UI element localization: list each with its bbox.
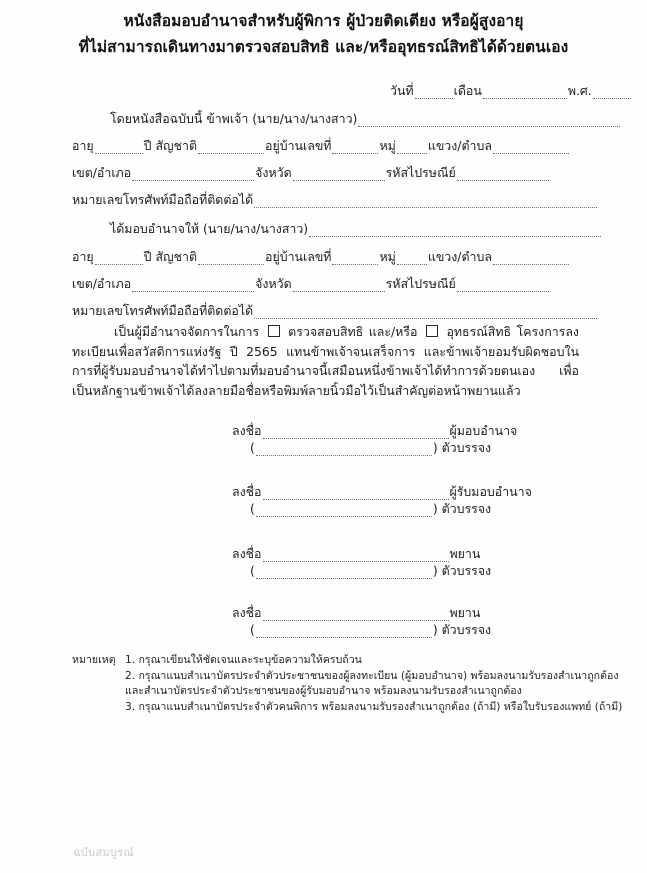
signature-line (232, 545, 592, 562)
grantor-year-unit-label: ปี สัญชาติ (143, 138, 198, 153)
grantor-address-line-1 (72, 138, 570, 154)
grantee-age-field[interactable] (95, 253, 143, 265)
grantor-name-field[interactable] (358, 115, 620, 127)
grantee-phone-field[interactable] (254, 307, 597, 319)
authorization-paragraph (72, 322, 579, 400)
page-title (40, 8, 607, 60)
note-item-2: 2. กรุณาแนบสำเนาบัตรประจำตัวประชาชนของผู้ลงทะเบียน (ผู้มอบอำนาจ) พร้อมลงนามรับรองสำเนาถูกต้อง (125, 669, 619, 682)
signature-role-label: พยาน (449, 546, 481, 561)
grantor-phone-label: หมายเลขโทรศัพท์มือถือที่ติดต่อได้ (72, 192, 254, 207)
grantee-name-field[interactable] (309, 225, 601, 237)
grantee-district-field[interactable] (132, 280, 254, 292)
grantee-address-line-1 (72, 249, 570, 265)
grantor-house-no-field[interactable] (332, 142, 378, 154)
paren-open: ( (250, 501, 255, 516)
note-item-3: 3. กรุณาแนบสำเนาบัตรประจำตัวคนพิการ พร้อมลงนามรับรองสำเนาถูกต้อง (ถ้ามี) หรือใบรับรองแพทย์ (ถ้ามี) (125, 700, 623, 713)
grantor-province-field[interactable] (293, 169, 385, 181)
paren-close-suffix: ) ตัวบรรจง (432, 622, 492, 637)
printed-name-line (232, 500, 592, 517)
grantee-age-label: อายุ (72, 249, 94, 264)
printed-name-field[interactable] (256, 444, 432, 456)
signature-field[interactable] (263, 550, 449, 562)
signature-block-grantee (232, 483, 592, 517)
sign-label: ลงชื่อ (232, 484, 262, 499)
grantee-nationality-field[interactable] (198, 253, 264, 265)
grantee-year-unit-label: ปี สัญชาติ (143, 249, 198, 264)
grantor-postcode-label: รหัสไปรษณีย์ (385, 165, 456, 180)
note-item-1: 1. กรุณาเขียนให้ชัดเจนและระบุข้อความให้ครบถ้วน (125, 654, 362, 666)
grantor-subdistrict-field[interactable] (493, 142, 569, 154)
signature-role-label: ผู้มอบอำนาจ (449, 423, 518, 438)
grantee-house-no-field[interactable] (332, 253, 378, 265)
sign-label: ลงชื่อ (232, 605, 262, 620)
grantor-intro-line (110, 111, 621, 127)
grantee-province-label: จังหวัด (255, 276, 292, 291)
grantor-phone-field[interactable] (254, 196, 597, 208)
date-month-label: เดือน (453, 83, 482, 98)
printed-name-line (232, 439, 592, 456)
signature-line (232, 483, 592, 500)
grantee-postcode-field[interactable] (457, 280, 549, 292)
sign-label: ลงชื่อ (232, 546, 262, 561)
sign-label: ลงชื่อ (232, 423, 262, 438)
grantee-province-field[interactable] (293, 280, 385, 292)
grantee-address-line-2 (72, 276, 550, 292)
grantor-age-label: อายุ (72, 138, 94, 153)
signature-line (232, 604, 592, 621)
signature-field[interactable] (263, 427, 449, 439)
grantee-house-no-label: อยู่บ้านเลขที่ (265, 249, 332, 264)
checkbox-appeal-rights[interactable] (426, 325, 438, 337)
signature-block-grantor (232, 422, 592, 456)
grantee-phone-label: หมายเลขโทรศัพท์มือถือที่ติดต่อได้ (72, 303, 254, 318)
authorization-conjunction-label: และ/หรือ (368, 324, 418, 339)
paren-close-suffix: ) ตัวบรรจง (432, 501, 492, 516)
date-year-field[interactable] (593, 87, 631, 99)
grantor-moo-field[interactable] (397, 142, 427, 154)
document-watermark: ฉบับสมบูรณ์ (73, 846, 134, 859)
notes-section (72, 653, 623, 715)
grantor-intro-label: โดยหนังสือฉบับนี้ ข้าพเจ้า (นาย/นาง/นางสาว) (110, 111, 358, 126)
grantor-age-field[interactable] (95, 142, 143, 154)
grantee-subdistrict-label: แขวง/ตำบล (427, 249, 492, 264)
grantor-nationality-field[interactable] (198, 142, 264, 154)
authorization-body-text: โครงการลงทะเบียนเพื่อสวัสดิการแห่งรัฐ ปี 2565 แทนข้าพเจ้าจนเสร็จการ และข้าพเจ้ายอมรับผิดชอบในการที่ผู้รับมอบอำนาจได้ทำไปตามที่มอบอำนาจนี้เสมือนหนึ่งข้าพเจ้าได้ทำการด้วยตนเอง เพื่อเป็นหลักฐานข้าพเจ้าได้ลงลายมือชื่อหรือพิมพ์ลายนิ้วมือไว้เป็นสำคัญต่อหน้าพยานแล้ว (72, 324, 579, 398)
paren-open: ( (250, 622, 255, 637)
grantor-postcode-field[interactable] (457, 169, 549, 181)
grantor-phone-line (72, 192, 598, 208)
paren-open: ( (250, 563, 255, 578)
printed-name-field[interactable] (256, 505, 432, 517)
paren-close-suffix: ) ตัวบรรจง (432, 440, 492, 455)
printed-name-field[interactable] (256, 626, 432, 638)
title-line-2: ที่ไม่สามารถเดินทางมาตรวจสอบสิทธิ และ/หรืออุทธรณ์สิทธิได้ด้วยตนเอง (78, 38, 569, 56)
authorization-lead-text: เป็นผู้มีอำนาจจัดการในการ (114, 324, 260, 339)
grantee-phone-line (72, 303, 598, 319)
signature-field[interactable] (263, 609, 449, 621)
grantor-house-no-label: อยู่บ้านเลขที่ (265, 138, 332, 153)
signature-line (232, 422, 592, 439)
paren-open: ( (250, 440, 255, 455)
grantor-district-label: เขต/อำเภอ (72, 165, 132, 180)
grantee-moo-field[interactable] (397, 253, 427, 265)
grantor-province-label: จังหวัด (255, 165, 292, 180)
date-line (390, 83, 632, 99)
grantee-intro-label: ได้มอบอำนาจให้ (นาย/นาง/นางสาว) (110, 221, 309, 236)
checkbox-verify-rights[interactable] (268, 325, 280, 337)
grantee-moo-label: หมู่ (379, 249, 396, 264)
notes-label: หมายเหตุ (72, 654, 116, 666)
printed-name-line (232, 621, 592, 638)
note-item-2-continuation: และสำเนาบัตรประจำตัวประชาชนของผู้รับมอบอำนาจ พร้อมลงนามรับรองสำเนาถูกต้อง (125, 685, 522, 697)
signature-role-label: พยาน (449, 605, 481, 620)
grantor-subdistrict-label: แขวง/ตำบล (427, 138, 492, 153)
paren-close-suffix: ) ตัวบรรจง (432, 563, 492, 578)
grantee-intro-line (110, 221, 602, 237)
date-month-field[interactable] (483, 87, 567, 99)
printed-name-line (232, 562, 592, 579)
authorization-option-2-label: อุทธรณ์สิทธิ (446, 324, 512, 339)
title-line-1: หนังสือมอบอำนาจสำหรับผู้พิการ ผู้ป่วยติดเตียง หรือผู้สูงอายุ (123, 12, 524, 30)
signature-field[interactable] (263, 488, 449, 500)
date-day-field[interactable] (415, 87, 453, 99)
grantor-address-line-2 (72, 165, 550, 181)
notes-items (125, 653, 623, 715)
date-day-label: วันที่ (390, 83, 414, 98)
grantee-subdistrict-field[interactable] (493, 253, 569, 265)
signature-block-witness-2 (232, 604, 592, 638)
signature-role-label: ผู้รับมอบอำนาจ (449, 484, 532, 499)
grantor-district-field[interactable] (132, 169, 254, 181)
date-year-label: พ.ศ. (567, 83, 592, 98)
printed-name-field[interactable] (256, 567, 432, 579)
signature-block-witness-1 (232, 545, 592, 579)
grantee-district-label: เขต/อำเภอ (72, 276, 132, 291)
grantee-postcode-label: รหัสไปรษณีย์ (385, 276, 456, 291)
authorization-option-1-label: ตรวจสอบสิทธิ (288, 324, 364, 339)
grantor-moo-label: หมู่ (379, 138, 396, 153)
